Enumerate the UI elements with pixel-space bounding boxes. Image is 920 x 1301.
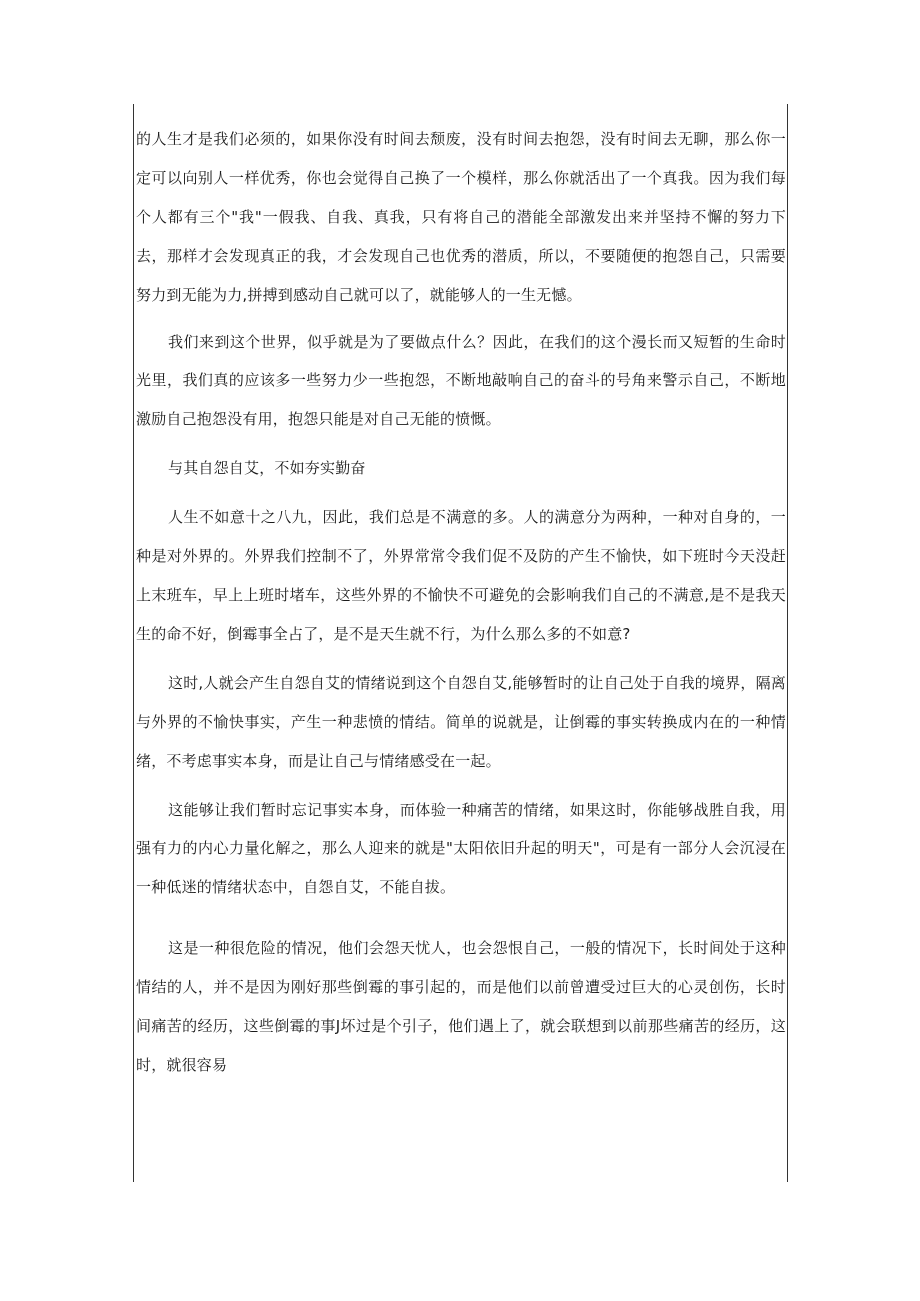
left-margin-rule xyxy=(133,104,134,1182)
paragraph: 这能够让我们暂时忘记事实本身，而体验一种痛苦的情绪，如果这时，你能够战胜自我，用强有力的内心力量化解之，那么人迎来的就是"太阳依旧升起的明天"，可是有一部分人会沉浸在一种低迷的情绪状态中，自怨自艾，不能自拔。 xyxy=(136,800,786,897)
paragraph-continued: 的人生才是我们必须的，如果你没有时间去颓废，没有时间去抱怨，没有时间去无聊，那么你一定可以向别人一样优秀，你也会觉得自己换了一个模样，那么你就活出了一个真我。因为我们每个人都有三个"我"一假我、自我、真我，只有将自己的潜能全部激发出来并坚持不懈的努力下去，那样才会发现真正的我，才会发现自己也优秀的潜质，所以，不要随便的抱怨自己，只需要努力到无能为力,拼搏到感动自己就可以了，就能够人的一生无憾。 xyxy=(136,130,786,304)
section-heading: 与其自怨自艾，不如夯实勤奋 xyxy=(168,459,366,478)
paragraph: 这是一种很危险的情况，他们会怨天忧人，也会怨恨自己，一般的情况下，长时间处于这种情结的人，并不是因为刚好那些倒霉的事引起的，而是他们以前曾遭受过巨大的心灵创伤，长时间痛苦的经历，这些倒霉的事J坏过是个引子，他们遇上了，就会联想到以前那些痛苦的经历，这时，就很容易 xyxy=(136,939,786,1074)
paragraph: 这时,人就会产生自怨自艾的情绪说到这个自怨自艾,能够暂时的让自己处于自我的境界，隔离与外界的不愉快事实，产生一种悲愤的情结。简单的说就是，让倒霉的事实转换成内在的一种情绪，不考虑事实本身，而是让自己与情绪感受在一起。 xyxy=(136,673,786,770)
paragraph: 我们来到这个世界，似乎就是为了要做点什么？因此，在我们的这个漫长而又短暂的生命时光里，我们真的应该多一些努力少一些抱怨，不断地敲响自己的奋斗的号角来警示自己，不断地激励自己抱怨没有用，抱怨只能是对自己无能的愤慨。 xyxy=(136,332,786,429)
paragraph: 人生不如意十之八九，因此，我们总是不满意的多。人的满意分为两种，一种对自身的，一种是对外界的。外界我们控制不了，外界常常令我们促不及防的产生不愉快，如下班时今天没赶上末班车，早上上班时堵车，这些外界的不愉快不可避免的会影响我们自己的不满意,是不是我天生的命不好，倒霉事全占了，是不是天生就不行，为什么那么多的不如意? xyxy=(136,508,786,643)
document-body xyxy=(136,120,786,1085)
right-margin-rule xyxy=(787,104,788,1182)
